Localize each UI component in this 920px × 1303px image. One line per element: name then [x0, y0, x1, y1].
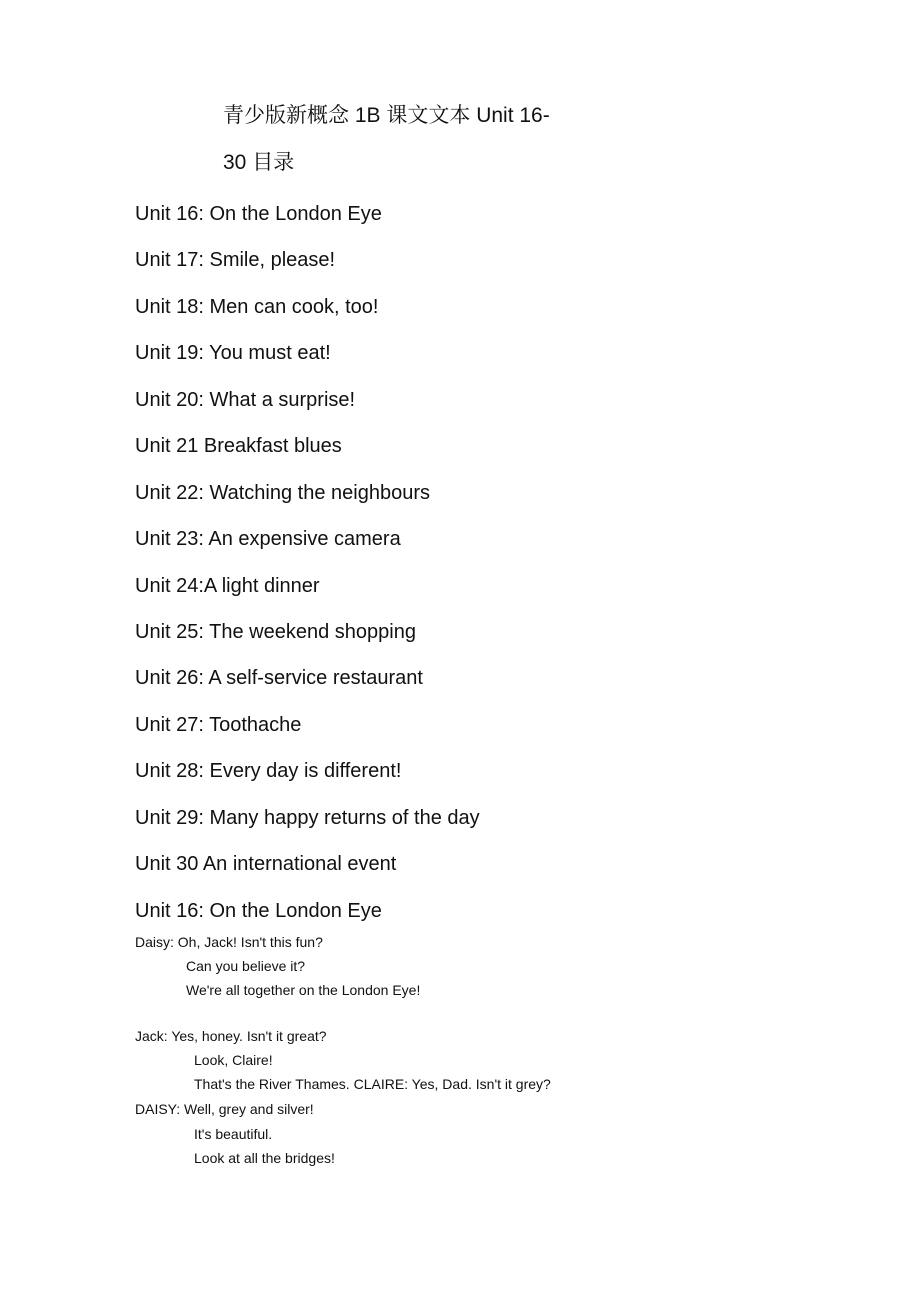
document-title-line-2: 30 目录: [223, 151, 295, 174]
toc-item-unit-28: Unit 28: Every day is different!: [135, 760, 402, 783]
toc-item-unit-22: Unit 22: Watching the neighbours: [135, 481, 430, 504]
table-of-contents: [135, 201, 480, 898]
section-heading: Unit 16: On the London Eye: [135, 900, 382, 922]
toc-item-unit-21: Unit 21 Breakfast blues: [135, 435, 342, 458]
dialogue-line-continuation: We're all together on the London Eye!: [186, 982, 421, 998]
dialogue-line-jack: Jack: Yes, honey. Isn't it great?: [135, 1028, 327, 1044]
dialogue-line-continuation: Look at all the bridges!: [194, 1150, 335, 1166]
toc-item-unit-30: Unit 30 An international event: [135, 853, 397, 876]
toc-item-unit-20: Unit 20: What a surprise!: [135, 388, 356, 411]
dialogue-line-daisy-1: Daisy: Oh, Jack! Isn't this fun?: [135, 934, 323, 950]
toc-item-unit-16: Unit 16: On the London Eye: [135, 203, 382, 225]
toc-item-unit-19: Unit 19: You must eat!: [135, 342, 331, 365]
toc-item-unit-27: Unit 27: Toothache: [135, 713, 302, 736]
toc-item-unit-29: Unit 29: Many happy returns of the day: [135, 806, 480, 829]
toc-item-unit-26: Unit 26: A self-service restaurant: [135, 667, 423, 690]
toc-item-unit-23: Unit 23: An expensive camera: [135, 528, 401, 551]
dialogue-line-continuation: Look, Claire!: [194, 1052, 273, 1068]
dialogue-line-continuation: Can you believe it?: [186, 958, 306, 974]
toc-item-unit-24: Unit 24:A light dinner: [135, 574, 320, 597]
toc-item-unit-17: Unit 17: Smile, please!: [135, 249, 336, 272]
dialogue-line-continuation: That's the River Thames. CLAIRE: Yes, Dad. Isn't it grey?: [194, 1076, 551, 1092]
dialogue-line-continuation: It's beautiful.: [194, 1126, 273, 1142]
dialogue-line-daisy-2: DAISY: Well, grey and silver!: [135, 1101, 314, 1117]
toc-item-unit-18: Unit 18: Men can cook, too!: [135, 295, 379, 318]
toc-item-unit-25: Unit 25: The weekend shopping: [135, 620, 416, 643]
document-title-line-1: 青少版新概念 1B 课文文本 Unit 16-: [223, 104, 550, 127]
